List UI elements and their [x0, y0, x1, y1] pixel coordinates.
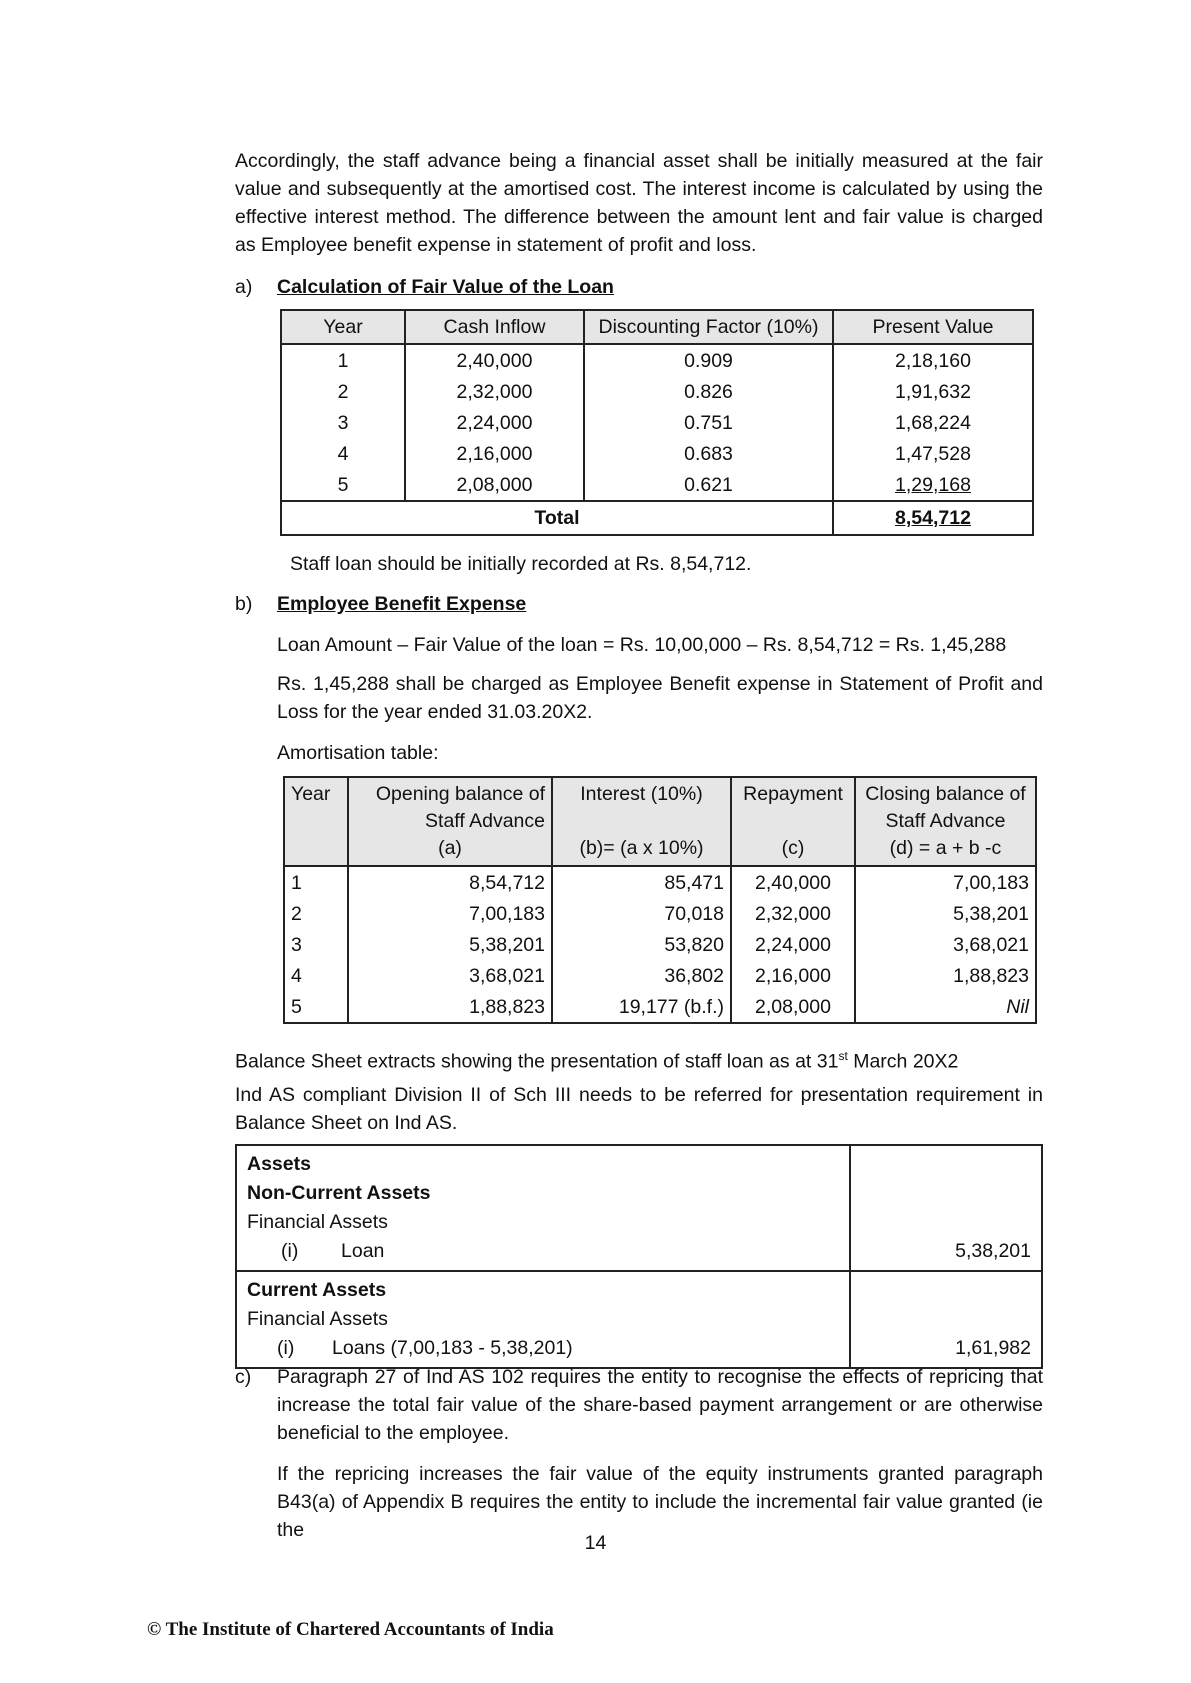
table-row: [281, 407, 1033, 438]
section-b-marker: b): [235, 593, 253, 615]
table-row: [284, 991, 1036, 1023]
fv-cell: 5: [337, 473, 349, 496]
am-header-interest: [552, 777, 731, 866]
section-a-heading: Calculation of Fair Value of the Loan: [277, 276, 614, 298]
fv-cell: 2,16,000: [405, 438, 584, 469]
fv-cell: 2,18,160: [833, 344, 1033, 376]
am-header-closing: [855, 777, 1036, 866]
section-a-marker: a): [235, 276, 253, 298]
am-cell: 7,00,183: [855, 866, 1036, 898]
section-c-para2: If the repricing increases the fair value of the equity instruments granted paragraph B43(a) of Appendix B requires the entity to include the incremental fair value granted (ie the: [277, 1463, 1043, 1541]
am-header-repayment: [731, 777, 855, 866]
am-cell: 5,38,201: [855, 898, 1036, 929]
bs-intro-text: Balance Sheet extracts showing the presentation of staff loan as at 31: [235, 1050, 839, 1073]
section-b-heading: Employee Benefit Expense: [277, 593, 527, 615]
bs-current-amount: 1,61,982: [850, 1271, 1042, 1368]
am-cell: 2,08,000: [731, 991, 855, 1023]
table-row: [284, 866, 1036, 898]
bs-intro: [235, 1042, 958, 1076]
fv-cell: 0.683: [584, 438, 833, 469]
am-header-text: (a): [438, 837, 462, 859]
fv-header-present-value: Present Value: [833, 310, 1033, 344]
fv-cell: 1,91,632: [833, 376, 1033, 407]
fv-cell: 0.909: [584, 344, 833, 376]
bs-current-heading: Current Assets: [247, 1279, 387, 1301]
am-header-text: Closing balance of: [865, 783, 1026, 805]
am-cell: 1,88,823: [855, 960, 1036, 991]
am-cell: 2,16,000: [731, 960, 855, 991]
bs-item-label: Loan: [341, 1240, 385, 1262]
am-cell: 1: [284, 866, 348, 898]
charge-text: Rs. 1,45,288 shall be charged as Employee Benefit expense in Statement of Profit and Loss for the year ended 31.03.20X2.: [277, 673, 1043, 723]
am-cell: 2: [284, 898, 348, 929]
amortisation-table: [283, 776, 1037, 1024]
bs-item-number: (i): [277, 1337, 295, 1359]
am-header-text: (b)= (a x 10%): [579, 837, 704, 859]
table-row: [281, 344, 1033, 376]
am-cell: 19,177 (b.f.): [552, 991, 731, 1023]
am-cell: Nil: [855, 991, 1036, 1023]
am-cell: 8,54,712: [348, 866, 552, 898]
am-cell: 3,68,021: [348, 960, 552, 991]
am-cell: 53,820: [552, 929, 731, 960]
bs-item-number: (i): [281, 1240, 299, 1262]
table-row: [284, 898, 1036, 929]
am-header-text: (d) = a + b -c: [889, 837, 1002, 859]
table-row: [236, 1271, 1042, 1368]
bs-current-cell: [236, 1271, 850, 1368]
page-number: 14: [584, 1532, 607, 1554]
am-header-year-text: Year: [291, 783, 331, 805]
am-header-opening: [348, 777, 552, 866]
am-cell: 2,24,000: [731, 929, 855, 960]
am-cell: 2,40,000: [731, 866, 855, 898]
table-row: [281, 469, 1033, 501]
fv-cell: 0.621: [584, 469, 833, 501]
am-cell: 2,32,000: [731, 898, 855, 929]
fv-total-label: Total: [281, 501, 833, 535]
balance-sheet-table: [235, 1144, 1043, 1369]
intro-paragraph: Accordingly, the staff advance being a financial asset shall be initially measured at the fair value and subsequently at the amortised cost. The interest income is calculated by using the effective interest method. The difference between the amount lent and fair value is charged as Employee benefit expense in statement of profit and loss.: [235, 150, 1043, 256]
table-row: [281, 376, 1033, 407]
am-header-text: Opening balance of: [375, 783, 545, 805]
am-cell: 5: [284, 991, 348, 1023]
section-c-marker: c): [235, 1366, 252, 1388]
fv-cell: 2,40,000: [405, 344, 584, 376]
fv-header-discount-factor: Discounting Factor (10%): [584, 310, 833, 344]
fv-cell: 1,47,528: [833, 438, 1033, 469]
fv-note: Staff loan should be initially recorded at Rs. 8,54,712.: [290, 553, 752, 575]
table-row: [284, 960, 1036, 991]
fv-cell: 0.826: [584, 376, 833, 407]
bs-noncurrent-heading: Non-Current Assets: [247, 1182, 431, 1204]
am-header-text: Repayment: [743, 783, 843, 805]
bs-noncurrent-amount: 5,38,201: [850, 1145, 1042, 1271]
bs-assets-heading: Assets: [247, 1153, 311, 1175]
table-row: [284, 929, 1036, 960]
table-row: [236, 1145, 1042, 1271]
fv-cell: 1: [337, 349, 349, 372]
fv-header-cash-inflow: Cash Inflow: [405, 310, 584, 344]
fv-cell: 2: [337, 380, 349, 403]
fair-value-table: [280, 309, 1034, 536]
fv-cell: 1,68,224: [833, 407, 1033, 438]
section-c-para1: Paragraph 27 of Ind AS 102 requires the entity to recognise the effects of repricing that increase the total fair value of the share-based payment arrangement or are otherwise beneficial to the employee.: [277, 1366, 1043, 1444]
bs-intro-end: March 20X2: [853, 1050, 959, 1073]
am-cell: 70,018: [552, 898, 731, 929]
am-cell: 4: [284, 960, 348, 991]
am-header-text: Staff Advance: [885, 810, 1006, 832]
am-header-text: Staff Advance: [425, 810, 545, 832]
ind-as-note: Ind AS compliant Division II of Sch III needs to be referred for presentation requirement in Balance Sheet on Ind AS.: [235, 1084, 1043, 1134]
am-cell: 3,68,021: [855, 929, 1036, 960]
footer-copyright: © The Institute of Chartered Accountants of India: [147, 1619, 554, 1640]
amortisation-label: Amortisation table:: [277, 742, 439, 764]
table-row-total: [281, 501, 1033, 535]
fv-cell: 2,24,000: [405, 407, 584, 438]
fv-cell: 4: [337, 442, 349, 465]
table-row: [281, 438, 1033, 469]
bs-noncurrent-cell: [236, 1145, 850, 1271]
am-cell: 1,88,823: [348, 991, 552, 1023]
am-cell: 85,471: [552, 866, 731, 898]
am-cell: 36,802: [552, 960, 731, 991]
am-cell: 7,00,183: [348, 898, 552, 929]
bs-financial-assets: Financial Assets: [247, 1308, 388, 1330]
fv-cell: 3: [337, 411, 349, 434]
fv-header-year: Year: [281, 310, 405, 344]
bs-intro-sup: st: [838, 1049, 848, 1063]
am-header-year: [284, 777, 348, 866]
fv-total-value: 8,54,712: [833, 501, 1033, 535]
fv-cell: 2,32,000: [405, 376, 584, 407]
fv-cell: 1,29,168: [833, 469, 1033, 501]
calc-line: Loan Amount – Fair Value of the loan = Rs. 10,00,000 – Rs. 8,54,712 = Rs. 1,45,288: [277, 634, 1007, 656]
am-header-text: Interest (10%): [580, 783, 703, 805]
fv-cell: 2,08,000: [405, 469, 584, 501]
am-cell: 3: [284, 929, 348, 960]
bs-item-label: Loans (7,00,183 - 5,38,201): [332, 1337, 573, 1359]
fv-cell: 0.751: [584, 407, 833, 438]
am-cell: 5,38,201: [348, 929, 552, 960]
am-header-text: (c): [781, 837, 805, 859]
bs-financial-assets: Financial Assets: [247, 1211, 388, 1233]
